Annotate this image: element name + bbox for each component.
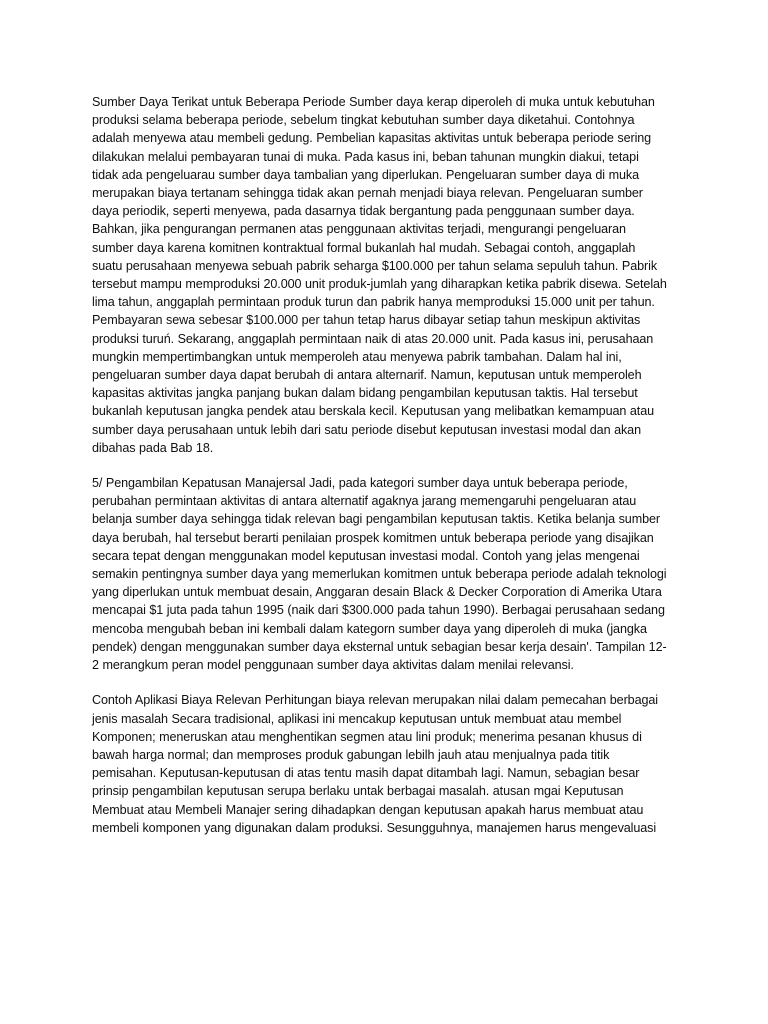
- paragraph-managerial-decision: 5/ Pengambilan Kepatusan Manajersal Jadi, pada kategori sumber daya untuk beberapa periode, perubahan permintaan aktivitas di antara alternatif agaknya jarang memengaruhi pengeluaran atau belanja sumber daya sehingga tidak relevan bagi pengambilan keputusan taktis. Ketika belanja sumber daya berubah, hal tersebut berarti penilaian prospek komitmen untuk beberapa periode yang disajikan secara tepat dengan menggunakan model keputusan investasi modal. Contoh yang jelas mengenai semakin pentingnya sumber daya yang memerlukan komitmen untuk beberapa periode adalah teknologi yang diperlukan untuk membuat desain, Anggaran desain Black & Decker Corporation di Amerika Utara mencapai $1 juta pada tahun 1995 (naik dari $300.000 pada tahun 1990). Berbagai perusahaan sedang mencoba mengubah beban ini kembali dalam kategorn sumber daya yang diperoleh di muka (jangka pendek) dengan menggunakan sumber daya eksternal untuk sebagian besar kerja desain'. Tampilan 12-2 merangkum peran model penggunaan sumber daya aktivitas dalam menilai relevansi.: [92, 476, 667, 673]
- paragraph-resources-committed: Sumber Daya Terikat untuk Beberapa Periode Sumber daya kerap diperoleh di muka untuk kebutuhan produksi selama beberapa periode, sebelum tingkat kebutuhan sumber daya diketahui. Contohnya adalah menyewa atau membeli gedung. Pembelian kapasitas aktivitas untuk beberapa periode sering dilakukan melalui pembayaran tunai di muka. Pada kasus ini, beban tahunan mungkin diakui, tetapi tidak ada pengeluarau sumber daya tambalian yang diperlukan. Pengeluaran sumber daya di muka merupakan biaya tertanam sehingga tidak akan pernah menjadi biaya relevan. Pengeluaran sumber daya periodik, seperti menyewa, pada dasarnya tidak bergantung pada penggunaan sumber daya. Bahkan, jika pengurangan permanen atas penggunaan aktivitas terjadi, mengurangi pengeluaran sumber daya karena komitnen kontraktual formal bukanlah hal mudah. Sebagai contoh, anggaplah suatu perusahaan menyewa sebuah pabrik seharga $100.000 per tahun selama sepuluh tahun. Pabrik tersebut mampu memproduksi 20.000 unit produk-jumlah yang diharapkan ketika pabrik disewa. Setelah lima tahun, anggaplah permintaan produk turun dan pabrik hanya memproduksi 15.000 unit per tahun. Pembayaran sewa sebesar $100.000 per tahun tetap harus dibayar setiap tahun meskipun aktivitas produksi turuń. Sekarang, anggaplah permintaan naik di atas 20.000 unit. Pada kasus ini, perusahaan mungkin mempertimbangkan untuk memperoleh atau menyewa pabrik tambahan. Dalam hal ini, pengeluaran sumber daya dapat berubah di antara alternarif. Namun, keputusan untuk memperoleh kapasitas aktivitas jangka panjang bukan dalam bidang pengambilan keputusan taktis. Hal tersebut bukanlah keputusan jangka pendek atau berskala kecil. Keputusan yang melibatkan kemampuan atau sumber daya perusahaan untuk lebih dari satu periode disebut keputusan investasi modal dan akan dibahas pada Bab 18.: [92, 95, 667, 455]
- paragraph-relevant-cost-applications: Contoh Aplikasi Biaya Relevan Perhitungan biaya relevan merupakan nilai dalam pemecahan berbagai jenis masalah Secara tradisional, aplikasi ini mencakup keputusan untuk membuat atau membel Komponen; meneruskan atau menghentikan segmen atau lini produk; menerima pesanan khusus di bawah harga normal; dan memproses produk gabungan lebilh jauh atau menjualnya pada titik pemisahan. Keputusan-keputusan di atas tentu masih dapat ditambah lagi. Namun, sebagian besar prinsip pengambilan keputusan serupa berlaku untak berbagai masalah. atusan mgai Keputusan Membuat atau Membeli Manajer sering dihadapkan dengan keputusan apakah harus membuat atau membeli komponen yang digunakan dalam produksi. Sesungguhnya, manajemen harus mengevaluasi: [92, 693, 658, 835]
